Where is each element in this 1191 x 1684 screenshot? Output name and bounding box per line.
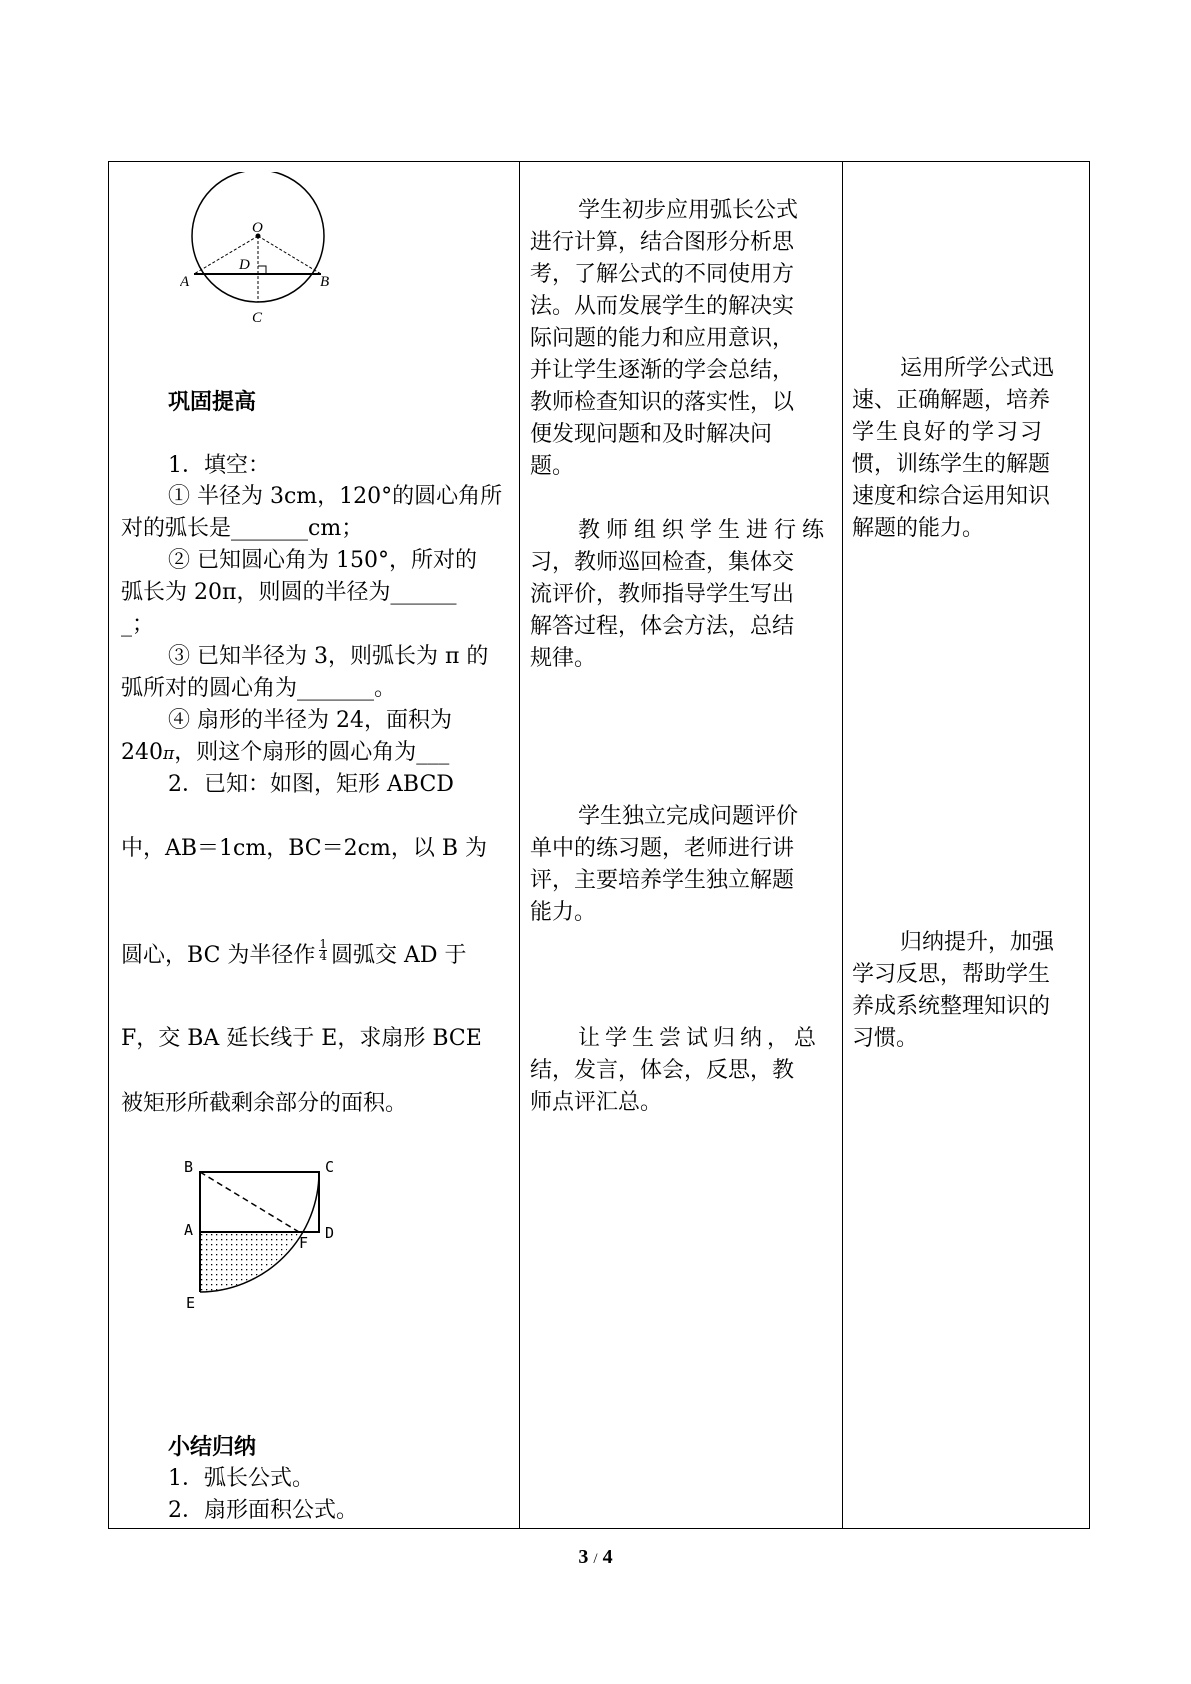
col2-block2 [530,515,830,675]
text-line: 规律。 [530,646,597,671]
q2-line5: 被矩形所截剩余部分的面积。 [121,1091,408,1116]
label-f: F [299,1234,309,1252]
text-line: 进行计算，结合图形分析思 [530,230,795,255]
rectangle-arc-figure [180,1158,350,1308]
radius-ob [258,236,321,274]
text-line: 归纳提升，加强 [900,930,1055,955]
label-o: O [252,220,263,236]
text-line: 单中的练习题，老师进行讲 [530,836,795,861]
rectangle-abcd [200,1172,319,1232]
q1-item4-line2: 240π，则这个扇形的圆心角为___ [121,740,450,765]
label-d: D [239,257,250,273]
text-line: 评，主要培养学生独立解题 [530,868,795,893]
q2-line1: 2．已知：如图，矩形 ABCD [168,772,454,797]
pi-symbol: π [163,744,175,764]
text-line: 师点评汇总。 [530,1090,663,1115]
circle-figure [180,172,340,342]
q2-line2: 中，AB＝1cm，BC＝2cm，以 B 为 [121,836,487,861]
label-a: A [184,1221,194,1239]
summary-item-1: 1．弧长公式。 [168,1466,314,1491]
q1-item2-line3: _； [121,612,155,637]
text-line: 学生良好的学习习 [852,420,1045,445]
label-e: E [186,1294,196,1308]
page-total: 4 [602,1546,613,1568]
text-line: 运用所学公式迅 [900,356,1055,381]
label-b: B [320,274,330,290]
q1-item2-line1: ② 已知圆心角为 150°，所对的 [168,548,477,573]
fraction-one-quarter: $\frac{1}{4}$ [319,936,328,963]
text-line: 让学生尝试归纳，总 [578,1026,822,1051]
text-line: 并让学生逐渐的学会总结， [530,358,795,383]
q1-item3-line2: 弧所对的圆心角为_______。 [121,676,397,701]
col2-b1-line1: 学生初步应用弧长公式 [578,198,799,223]
label-c: C [325,1158,335,1176]
col2-block1-rest [530,227,794,483]
label-a: A [180,274,190,290]
page-current: 3 [578,1546,589,1568]
label-b: B [184,1158,194,1176]
col2-block4 [530,1023,821,1119]
section-title-summary: 小结归纳 [168,1434,257,1460]
blank: _______ [297,676,375,701]
blank: _______ [231,516,309,541]
text-line: 速度和综合运用知识 [852,484,1051,509]
label-c: C [252,310,263,326]
label-d: D [325,1224,335,1242]
text-line: 习惯。 [852,1026,919,1051]
text-line: 际问题的能力和应用意识， [530,326,795,351]
text-line: 解答过程，体会方法，总结 [530,614,795,639]
q1-item4-line1: ④ 扇形的半径为 24，面积为 [168,708,452,733]
blank: ___ [416,740,450,765]
summary-item-2: 2．扇形面积公式。 [168,1498,358,1523]
col3-block1 [852,353,1054,545]
col2-block3 [530,801,798,929]
text-line: 流评价，教师指导学生写出 [530,582,795,607]
text-line: 教师检查知识的落实性，以 [530,390,795,415]
blank: ______ [390,580,457,605]
q1-item2-line2: 弧长为 20π，则圆的半径为______ [121,580,457,605]
text-line: 教师组织学生进行练 [578,518,831,543]
page-number [0,1546,1191,1569]
column-divider-2 [842,162,843,1528]
text-line: 惯，训练学生的解题 [852,452,1051,477]
q2-line4: F，交 BA 延长线于 E，求扇形 BCE [121,1026,482,1051]
q2-line3: 圆心，BC 为半径作 $\frac{1}{4}$ 圆弧交 AD 于 [121,936,467,968]
text-line: 法。从而发展学生的解决实 [530,294,795,319]
q1-item1-line2: 对的弧长是_______cm； [121,516,364,541]
col3-block2 [852,927,1054,1055]
text-line: 结，发言，体会，反思，教 [530,1058,795,1083]
text-line: 题。 [530,454,575,479]
shaded-region [200,1232,299,1292]
q1-item3-line1: ③ 已知半径为 3，则弧长为 π 的 [168,644,489,669]
text-line: 养成系统整理知识的 [852,994,1051,1019]
right-angle-mark [258,266,266,274]
column-divider-1 [519,162,520,1528]
text-line: 考，了解公式的不同使用方 [530,262,795,287]
q1-item1-line1: ① 半径为 3cm，120°的圆心角所 [168,484,503,509]
segment-bf-dashed [200,1172,299,1232]
text-line: 学习反思，帮助学生 [852,962,1051,987]
section-title-consolidate: 巩固提高 [168,389,257,415]
text-line: 速、正确解题，培养 [852,388,1051,413]
page-separator: / [593,1551,598,1567]
text-line: 解题的能力。 [852,516,985,541]
text-line: 习，教师巡回检查，集体交 [530,550,795,575]
text-line: 便发现问题和及时解决问 [530,422,773,447]
col2-block1 [530,195,798,227]
q1-intro: 1．填空： [168,453,270,478]
text-line: 能力。 [530,900,597,925]
text-line: 学生独立完成问题评价 [578,804,799,829]
